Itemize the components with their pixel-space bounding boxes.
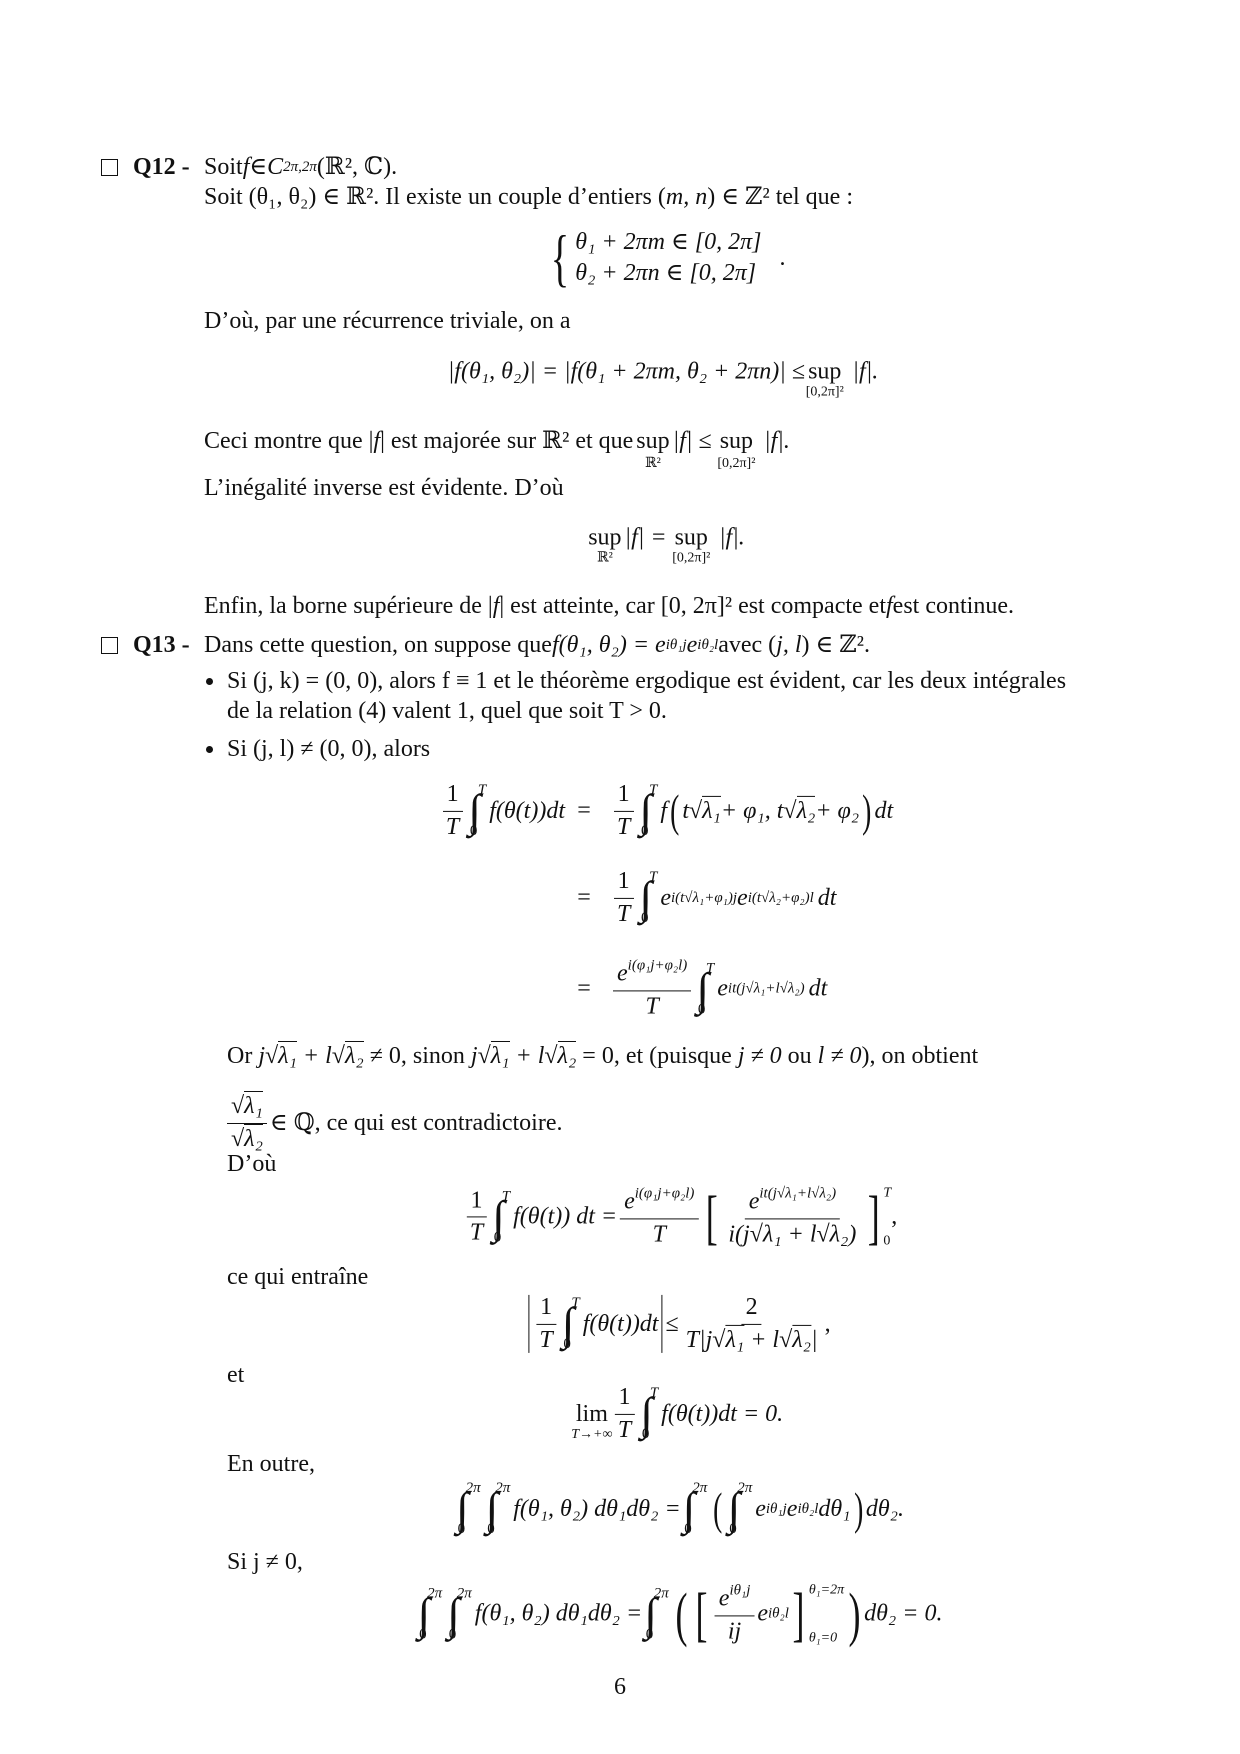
upper-limit: T <box>571 1295 580 1311</box>
lower-limit: 0 <box>469 823 478 839</box>
math: T|j <box>685 1326 713 1353</box>
q13-ratio-line <box>224 1091 563 1155</box>
numerator <box>227 1093 267 1124</box>
upper-limit: T <box>477 782 487 798</box>
eq-c <box>525 1294 830 1354</box>
eq-a-row2-rhs <box>610 868 836 928</box>
math: |f| ≤ <box>672 428 712 454</box>
upper-limit: 2π <box>495 1480 511 1496</box>
bracket <box>696 1584 708 1644</box>
radicand: λ₁ <box>702 797 721 824</box>
math: dt <box>817 884 837 911</box>
math: e <box>624 1188 635 1215</box>
q13-sij: Si j ≠ 0, <box>227 1549 303 1575</box>
superscript: i(φ₁j+φ₂l) <box>634 1185 695 1202</box>
q13-bullet-1-line-2: de la relation (4) valent 1, quel que soit T > 0. <box>227 698 667 724</box>
upper-limit: T <box>705 960 715 976</box>
fraction <box>614 1384 635 1444</box>
radicand: λ₂ <box>792 1326 811 1353</box>
subscript: 2π,2π <box>283 159 317 175</box>
math: e <box>786 1495 798 1522</box>
math: t <box>682 797 689 824</box>
radicand: λ₁ <box>244 1092 263 1119</box>
superscript: iθ₂l <box>768 1605 789 1622</box>
op-under: [0,2π]² <box>805 384 844 400</box>
radicand: λ₂ <box>244 1125 263 1152</box>
text: ∈ ℚ, ce qui est contradictoire. <box>269 1110 563 1136</box>
text: ∈ <box>249 154 268 180</box>
q13-bullet-1-line-1: Si (j, k) = (0, 0), alors f ≡ 1 et le théorème ergodique est évident, car les deux intégrales <box>227 668 1067 694</box>
eq-a-row3-rhs <box>610 957 827 1020</box>
q12-line-5: L’inégalité inverse est évidente. D’où <box>204 475 564 501</box>
q13-dou: D’où <box>227 1151 277 1177</box>
denominator: T <box>617 813 631 840</box>
superscript: iθ₁j <box>729 1582 751 1599</box>
math: + l <box>509 1043 545 1069</box>
paren <box>676 1584 688 1644</box>
math: m, n <box>665 184 708 210</box>
q12-line-4 <box>204 425 790 471</box>
math: e <box>717 975 728 1002</box>
text: Soit (θ₁, θ₂) ∈ ℝ². Il existe un couple d’entiers ( <box>204 184 666 210</box>
q13-outre: En outre, <box>227 1451 315 1477</box>
upper-limit: T <box>648 869 658 885</box>
math: j <box>470 1043 478 1069</box>
denominator: ij <box>727 1618 742 1644</box>
paren <box>713 1486 722 1532</box>
math: e <box>718 1585 730 1612</box>
sup-operator <box>805 358 844 400</box>
eq-a-row1-equals: = <box>577 797 591 824</box>
lower-limit: 0 <box>487 1521 495 1537</box>
q12-line-2 <box>204 181 853 213</box>
bracket <box>867 1187 879 1247</box>
integral-icon <box>644 1586 669 1642</box>
eq-e <box>454 1481 904 1537</box>
math: |f|. <box>852 358 879 385</box>
math: + φ₁, t <box>720 797 784 824</box>
op-under: T→+∞ <box>571 1426 613 1442</box>
math: dθ₂ = 0. <box>864 1600 943 1627</box>
fraction <box>227 1093 267 1153</box>
eq-d <box>573 1384 783 1444</box>
upper-limit: 2π <box>692 1480 708 1496</box>
math: |f| = <box>624 524 667 551</box>
upper-limit: T <box>648 782 658 798</box>
math: + l <box>296 1043 332 1069</box>
op: sup <box>674 524 708 551</box>
math: j, l <box>776 632 802 658</box>
math: f(θ(t)) dt = <box>513 1203 618 1230</box>
math: e <box>737 884 748 911</box>
numerator: 1 <box>615 1384 635 1415</box>
sup-operator <box>717 425 756 471</box>
math: f(θ₁, θ₂) dθ₁dθ₂ = <box>474 1600 643 1627</box>
q12-system <box>545 226 786 290</box>
sqrt <box>265 1041 297 1069</box>
superscript: i(φ₁j+φ₂l) <box>627 957 688 974</box>
integral-icon <box>456 1481 481 1537</box>
q13-line-1 <box>204 629 870 661</box>
text: Enfin, la borne supérieure de | <box>204 593 493 619</box>
sup-operator <box>636 425 670 471</box>
op: sup <box>808 358 842 385</box>
fraction <box>535 1294 556 1354</box>
math: f(θ(t))dt = 0. <box>661 1400 784 1427</box>
text: ≤ <box>665 1310 679 1337</box>
math: dt <box>808 975 828 1002</box>
lower-limit: 0 <box>493 1229 502 1245</box>
numerator <box>715 1582 755 1616</box>
denominator: T <box>445 813 460 840</box>
math: e <box>748 1188 760 1215</box>
page-number: 6 <box>614 1674 626 1700</box>
math: f <box>886 593 893 619</box>
upper-limit: T <box>649 1385 659 1401</box>
fraction <box>613 957 691 1020</box>
q12-line-3: D’où, par une récurrence triviale, on a <box>204 308 571 334</box>
math: dθ₁ <box>818 1495 851 1522</box>
fraction <box>682 1294 822 1354</box>
abs-bar <box>528 1295 529 1353</box>
text: Ceci montre que | <box>204 428 374 454</box>
op: sup <box>636 428 670 454</box>
text: Soit <box>204 154 243 180</box>
superscript: it(j√λ₁+l√λ₂) <box>759 1185 837 1202</box>
superscript: i(t√λ₂+φ₂)l <box>747 889 814 906</box>
integral-icon <box>486 1481 511 1537</box>
q13-checkbox[interactable] <box>101 637 118 654</box>
integral-icon <box>640 1386 658 1442</box>
lim-operator <box>571 1400 613 1442</box>
math: f <box>492 593 500 619</box>
math: l ≠ 0 <box>817 1043 862 1069</box>
math: j <box>258 1043 265 1069</box>
text: = 0, et (puisque <box>576 1043 738 1069</box>
integral-icon <box>418 1586 443 1642</box>
text: | est majorée sur ℝ² et que <box>380 428 634 454</box>
math: | <box>810 1326 818 1353</box>
numerator <box>613 957 691 991</box>
lower-limit: 0 <box>641 1426 650 1442</box>
superscript: it(j√λ₁+l√λ₂) <box>727 980 805 997</box>
numerator: 1 <box>614 781 634 812</box>
text: avec ( <box>718 632 777 658</box>
fraction <box>442 781 463 841</box>
fraction <box>724 1185 860 1248</box>
fraction <box>620 1185 698 1248</box>
sqrt <box>779 1325 811 1353</box>
sqrt <box>712 1325 744 1353</box>
lower-limit: 0 <box>883 1233 891 1248</box>
math: f(θ₁, θ₂) = e <box>551 632 666 658</box>
numerator: 1 <box>466 1187 486 1218</box>
bullet-icon <box>206 678 213 685</box>
paren <box>670 788 679 834</box>
integral-icon <box>492 1189 510 1245</box>
op-under: [0,2π]² <box>717 456 756 471</box>
sqrt <box>783 798 815 825</box>
eq-a-row2-equals: = <box>577 884 591 911</box>
numerator: 1 <box>536 1294 556 1325</box>
text: ) ∈ ℤ². <box>801 632 870 658</box>
text: . <box>779 244 786 271</box>
paren <box>854 1486 863 1532</box>
denominator: i(j√λ₁ + l√λ₂) <box>728 1221 857 1247</box>
sqrt <box>332 1041 364 1069</box>
fraction <box>613 781 634 841</box>
bracket <box>793 1584 805 1644</box>
fraction <box>613 868 634 928</box>
paren <box>848 1584 860 1644</box>
q13-et: et <box>227 1362 245 1388</box>
text: (ℝ², ℂ). <box>316 154 398 180</box>
integral-icon <box>562 1296 580 1352</box>
radicand: λ₂ <box>344 1043 364 1069</box>
text: | est atteinte, car [0, 2π]² est compacte et <box>499 593 886 619</box>
superscript: iθ₂l <box>697 637 719 653</box>
numerator <box>620 1185 698 1219</box>
math: + l <box>744 1326 780 1353</box>
upper-limit: 2π <box>465 1480 481 1496</box>
superscript: iθ₁j <box>665 637 687 653</box>
paren <box>862 788 871 834</box>
text: ), on obtient <box>861 1043 979 1069</box>
upper-limit: 2π <box>737 1480 753 1496</box>
upper-limit: θ₁=2π <box>808 1582 845 1597</box>
fraction <box>466 1187 487 1247</box>
lower-limit: θ₁=0 <box>808 1630 838 1645</box>
q12-checkbox[interactable] <box>101 159 118 176</box>
math: f(θ(t))dt <box>582 1310 659 1337</box>
radicand: λ₁ <box>278 1043 297 1069</box>
superscript: i(t√λ₁+φ₁)j <box>670 889 738 906</box>
denominator: T <box>645 993 659 1019</box>
radicand: λ₁ <box>725 1326 745 1353</box>
sup-operator <box>588 524 622 566</box>
math: dθ₂. <box>865 1495 904 1522</box>
numerator: 2 <box>742 1294 762 1325</box>
sqrt <box>478 1041 510 1069</box>
math: |f|. <box>718 524 745 551</box>
superscript: iθ₂l <box>797 1500 819 1517</box>
q12-eq-2 <box>585 524 745 566</box>
q12-line-1 <box>204 151 397 183</box>
math: e <box>660 884 671 911</box>
text: Dans cette question, on suppose que <box>204 632 552 658</box>
brace-icon <box>551 226 569 290</box>
q13-bullet-2: Si (j, l) ≠ (0, 0), alors <box>227 736 431 762</box>
denominator: T <box>617 1416 632 1443</box>
eq-b <box>463 1185 897 1248</box>
lower-limit: 0 <box>640 910 649 926</box>
math: e <box>757 1600 769 1627</box>
text: ) ∈ ℤ² tel que : <box>707 184 853 210</box>
math: |f|. <box>764 428 790 454</box>
lower-limit: 0 <box>684 1521 692 1537</box>
text: ≠ 0, sinon <box>363 1043 471 1069</box>
bullet-icon <box>206 746 213 753</box>
denominator: T <box>617 900 631 927</box>
sup-operator <box>672 524 711 566</box>
upper-limit: T <box>501 1188 511 1204</box>
op: sup <box>719 428 754 454</box>
op-under: ℝ² <box>596 550 613 566</box>
radicand: λ₂ <box>796 797 816 824</box>
math: + φ₂ <box>815 797 860 824</box>
lower-limit: 0 <box>563 1336 571 1352</box>
integral-icon <box>447 1586 472 1642</box>
radicand: λ₁ <box>490 1043 510 1069</box>
upper-limit: 2π <box>653 1585 669 1601</box>
integral-icon <box>683 1481 708 1537</box>
math: e <box>617 960 628 987</box>
math: C <box>267 154 284 180</box>
lower-limit: 0 <box>640 823 649 839</box>
numerator: 1 <box>614 868 634 899</box>
lower-limit: 0 <box>697 1001 706 1017</box>
radicand: λ₂ <box>557 1043 577 1069</box>
text: ou <box>781 1043 818 1069</box>
system-row: θ₂ + 2πn ∈ [0, 2π] <box>575 260 757 286</box>
math: e <box>686 632 698 658</box>
q13-label: Q13 - <box>133 632 190 658</box>
integral-icon <box>639 783 657 839</box>
integral-icon <box>639 870 657 926</box>
q12-label: Q12 - <box>133 154 190 180</box>
fraction <box>715 1582 755 1645</box>
lower-limit: 0 <box>457 1521 466 1537</box>
op: lim <box>575 1400 608 1427</box>
lower-limit: 0 <box>645 1626 654 1642</box>
q13-entraine: ce qui entraîne <box>227 1264 369 1290</box>
integral-icon <box>728 1481 753 1537</box>
denominator <box>682 1325 822 1355</box>
sqrt <box>544 1041 576 1069</box>
superscript: iθ₁j <box>765 1500 787 1517</box>
sqrt <box>689 798 721 825</box>
integral-icon <box>468 783 486 839</box>
lower-limit: 0 <box>729 1521 737 1537</box>
math: dt <box>874 797 894 824</box>
math: f(θ₁, θ₂) dθ₁dθ₂ = <box>513 1495 681 1522</box>
q12-line-6 <box>204 590 1014 622</box>
op-under: ℝ² <box>645 456 661 471</box>
text: , <box>891 1203 898 1230</box>
eq-a-row3-equals: = <box>577 975 591 1002</box>
op-under: [0,2π]² <box>672 550 711 566</box>
denominator: T <box>469 1219 484 1246</box>
denominator: T <box>539 1326 553 1353</box>
math: f <box>373 428 381 454</box>
text: est continue. <box>892 593 1014 619</box>
upper-limit: 2π <box>427 1585 443 1601</box>
denominator: T <box>652 1221 666 1247</box>
math: |f(θ₁, θ₂)| = |f(θ₁ + 2πm, θ₂ + 2πn)| ≤ <box>447 358 806 385</box>
eq-a-row1-lhs <box>439 781 565 841</box>
bracket <box>705 1187 717 1247</box>
eq-a-row1-rhs <box>610 781 893 841</box>
math: j ≠ 0 <box>737 1043 782 1069</box>
abs-bar <box>661 1295 662 1353</box>
lower-limit: 0 <box>448 1626 457 1642</box>
integral-icon <box>696 961 714 1017</box>
numerator: 1 <box>443 781 463 812</box>
text: Or <box>227 1043 259 1069</box>
q12-eq-1 <box>447 358 879 400</box>
math: f(θ(t))dt <box>489 797 565 824</box>
upper-limit: 2π <box>456 1585 472 1601</box>
system-row: θ₁ + 2πm ∈ [0, 2π] <box>575 229 762 255</box>
math: e <box>755 1495 766 1522</box>
lower-limit: 0 <box>419 1626 427 1642</box>
eq-f <box>416 1582 943 1645</box>
op: sup <box>588 524 622 551</box>
upper-limit: T <box>883 1185 892 1200</box>
numerator <box>745 1185 840 1219</box>
text: , <box>824 1310 831 1337</box>
math: f <box>242 154 250 180</box>
q13-or-line <box>227 1040 1130 1072</box>
math: f <box>660 797 667 824</box>
